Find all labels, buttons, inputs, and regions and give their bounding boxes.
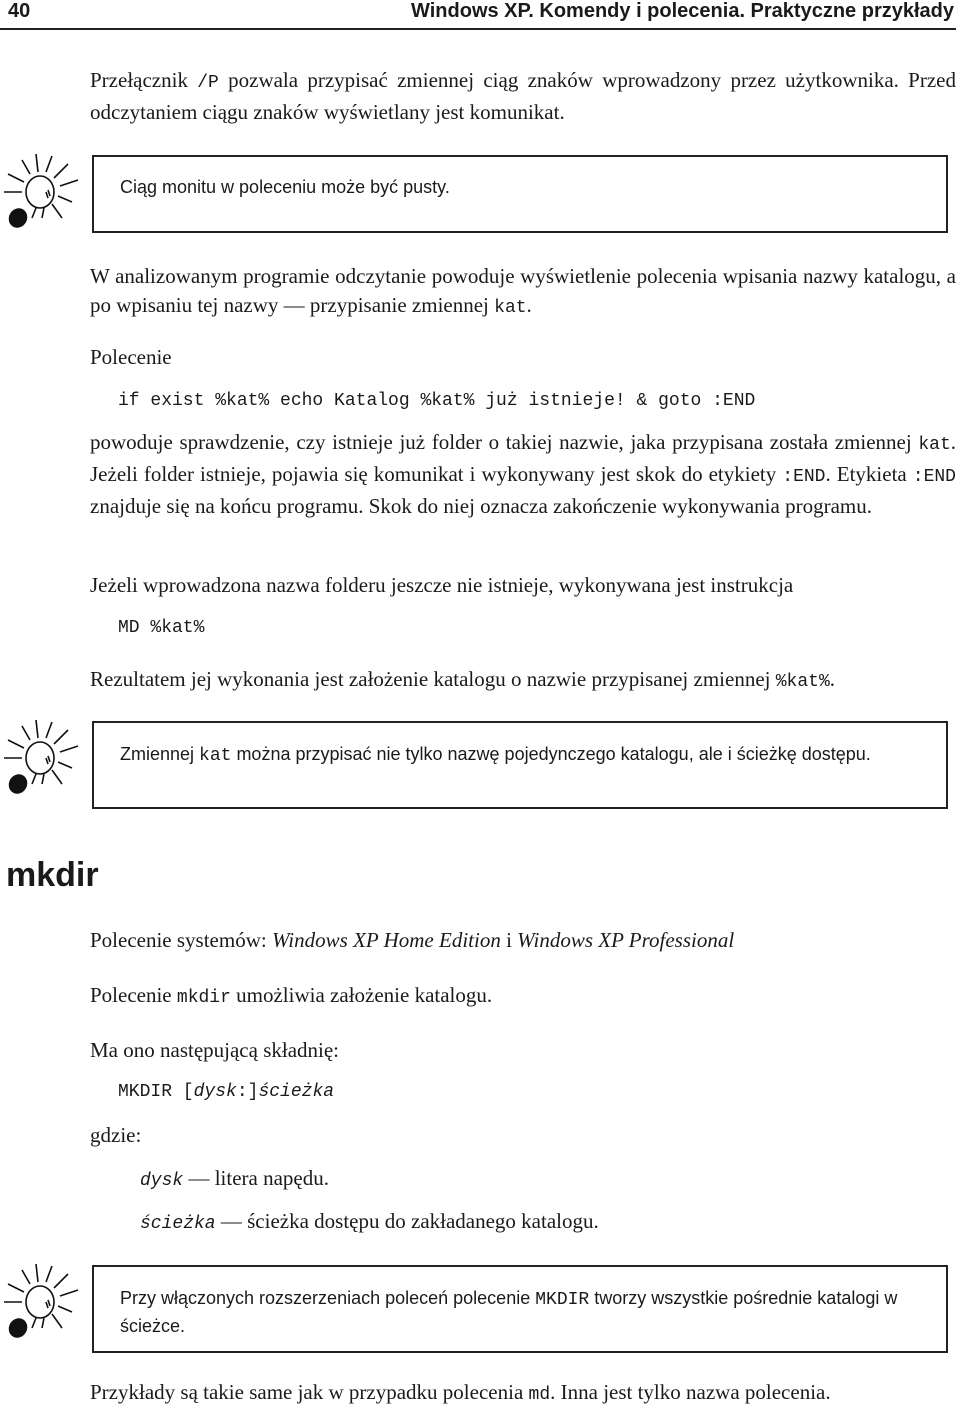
- code-var: %kat%: [775, 672, 830, 692]
- param-term: dysk: [140, 1171, 184, 1191]
- text-run: Przełącznik: [90, 68, 198, 92]
- code-switch: /P: [197, 73, 219, 93]
- text-run: umożliwia założenie katalogu.: [230, 983, 493, 1007]
- text-run: Rezultatem jej wykonania jest założenie katalogu o nazwie przypisanej zmiennej: [90, 667, 776, 691]
- text-run: i: [500, 928, 518, 952]
- paragraph-result: [90, 665, 956, 697]
- definition-drive: [140, 1164, 329, 1196]
- paragraph-switch-p: [90, 66, 956, 127]
- code-text: :]: [236, 1082, 259, 1102]
- text-run: . Inna jest tylko nazwa polecenia.: [550, 1380, 831, 1404]
- lightbulb-icon: [2, 152, 82, 232]
- note-box: [92, 155, 948, 233]
- text-run: . Jeżeli folder istnieje, pojawia się komunikat i wykonywany jest skok do etykiety: [90, 430, 956, 486]
- note-box: [92, 721, 948, 809]
- section-heading: mkdir: [6, 856, 99, 894]
- text-run: tworzy wszystkie pośrednie katalogi w ścieżce.: [120, 1288, 898, 1336]
- param-desc: — ścieżka dostępu do zakładanego katalogu.: [215, 1209, 599, 1233]
- note-text: Ciąg monitu w poleceniu może być pusty.: [120, 177, 450, 197]
- text-run: Polecenie systemów:: [90, 928, 272, 952]
- code-param: ścieżka: [258, 1082, 335, 1102]
- paragraph-explanation: [90, 428, 956, 521]
- text-run: . Etykieta: [825, 462, 913, 486]
- paragraph-analysis: [90, 262, 956, 323]
- lightbulb-icon: [2, 1262, 82, 1342]
- text-run: pozwala przypisać zmiennej ciąg znaków wprowadzony przez użytkownika. Przed odczytaniem ciągu znaków wyświetlany jest komunikat.: [90, 68, 956, 124]
- header-rule: [0, 28, 956, 30]
- code-line-if-exist: if exist %kat% echo Katalog %kat% już istnieje! & goto :END: [118, 391, 756, 411]
- code-line-md: MD %kat%: [118, 618, 205, 638]
- paragraph-polecenie: Polecenie: [90, 345, 172, 369]
- paragraph-new-folder: Jeżeli wprowadzona nazwa folderu jeszcze nie istnieje, wykonywana jest instrukcja: [90, 573, 794, 597]
- code-command: md: [528, 1385, 551, 1405]
- system-name: Windows XP Professional: [517, 928, 735, 952]
- code-command: mkdir: [176, 988, 231, 1008]
- code-var: kat: [199, 746, 232, 766]
- system-name: Windows XP Home Edition: [271, 928, 501, 952]
- param-term: ścieżka: [140, 1214, 216, 1234]
- definition-path: [140, 1207, 599, 1239]
- note-text: [120, 1285, 926, 1339]
- paragraph-mkdir-purpose: [90, 981, 956, 1013]
- syntax-line: [118, 1079, 334, 1105]
- code-label: :END: [912, 467, 956, 487]
- paragraph-where: gdzie:: [90, 1123, 142, 1147]
- code-var: kat: [494, 298, 527, 318]
- page-header: [0, 0, 960, 26]
- text-run: Przy włączonych rozszerzeniach poleceń polecenie: [120, 1288, 536, 1308]
- text-run: Przykłady są takie same jak w przypadku polecenia: [90, 1380, 529, 1404]
- code-command: MKDIR: [535, 1290, 590, 1310]
- text-run: .: [526, 293, 532, 317]
- text-run: Zmiennej: [120, 744, 200, 764]
- note-text: [120, 741, 926, 769]
- running-title: Windows XP. Komendy i polecenia. Praktyczne przykłady: [411, 0, 954, 22]
- code-var: kat: [918, 435, 951, 455]
- page-number: 40: [8, 0, 31, 22]
- text-run: znajduje się na końcu programu. Skok do niej oznacza zakończenie wykonywania programu.: [90, 494, 872, 518]
- code-text: MKDIR [: [118, 1082, 194, 1102]
- code-param: dysk: [193, 1082, 237, 1102]
- text-run: powoduje sprawdzenie, czy istnieje już folder o takiej nazwie, jaka przypisana została zmiennej: [90, 430, 919, 454]
- paragraph-syntax-intro: Ma ono następującą składnię:: [90, 1038, 340, 1062]
- text-run: Polecenie: [90, 983, 177, 1007]
- paragraph-examples: [90, 1378, 956, 1410]
- param-desc: — litera napędu.: [183, 1166, 329, 1190]
- text-run: .: [829, 667, 835, 691]
- note-box: [92, 1265, 948, 1353]
- paragraph-systems: [90, 926, 956, 955]
- text-run: można przypisać nie tylko nazwę pojedynczego katalogu, ale i ścieżkę dostępu.: [231, 744, 871, 764]
- code-label: :END: [782, 467, 826, 487]
- text-run: W analizowanym programie odczytanie powoduje wyświetlenie polecenia wpisania nazwy katalogu, a po wpisaniu tej nazwy — przypisanie zmiennej: [90, 264, 956, 317]
- lightbulb-icon: [2, 718, 82, 798]
